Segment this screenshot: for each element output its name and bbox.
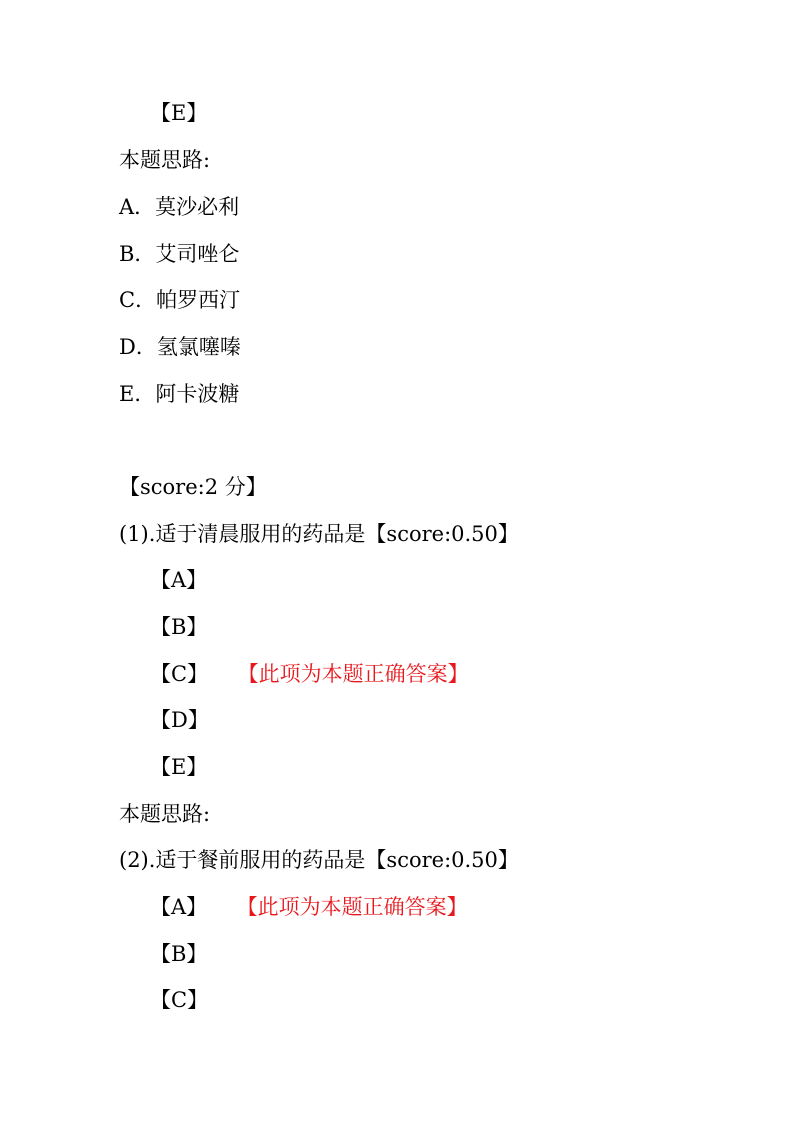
shared-option-c: C．帕罗西汀 [119,288,241,312]
option-e: 【E】 [150,101,208,125]
sub1-option-c-row [150,660,469,688]
sub2-option-b: 【B】 [150,942,208,966]
sub1-option-d: 【D】 [150,708,209,732]
sub2-option-a: 【A】 [150,895,208,919]
shared-option-e: E．阿卡波糖 [119,382,240,406]
sub1-option-a: 【A】 [150,568,208,592]
correct-answer-mark: 【此项为本题正确答案】 [248,662,469,686]
sub2-option-a-row [150,893,468,921]
shared-option-a: A．莫沙必利 [119,195,240,219]
sub1-option-e: 【E】 [150,755,208,779]
group-score: 【score:2 分】 [119,475,267,499]
sub2-stem: (2).适于餐前服用的药品是【score:0.50】 [119,848,519,872]
sub2-option-c: 【C】 [150,988,209,1012]
correct-answer-mark: 【此项为本题正确答案】 [247,895,468,919]
analysis-label: 本题思路: [119,148,211,172]
shared-option-d: D．氢氯噻嗪 [119,335,241,359]
sub1-option-b: 【B】 [150,615,208,639]
sub1-option-c: 【C】 [150,662,209,686]
shared-option-b: B．艾司唑仑 [119,242,240,266]
sub1-analysis-label: 本题思路: [119,802,211,826]
sub1-stem: (1).适于清晨服用的药品是【score:0.50】 [119,522,519,546]
